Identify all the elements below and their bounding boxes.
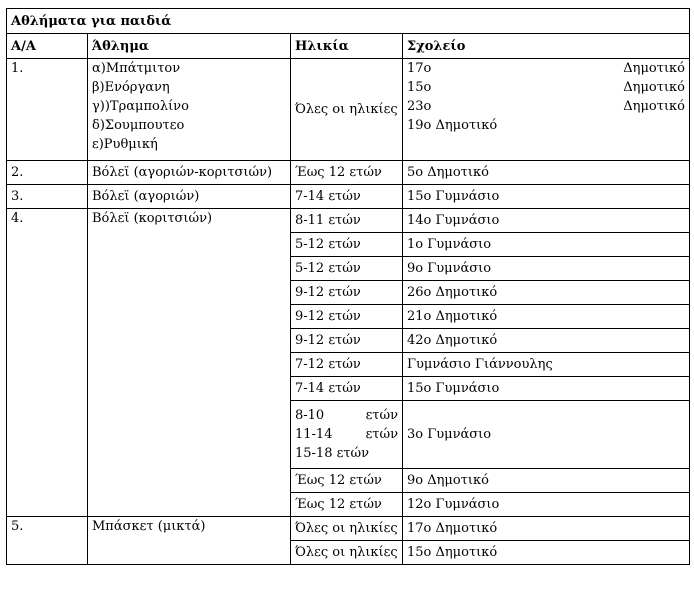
school-cell: 15ο Δημοτικό	[403, 541, 690, 565]
sport-cell: Βόλεϊ (αγοριών-κοριτσιών)	[88, 161, 291, 185]
sport-item: ε)Ρυθμική	[92, 137, 158, 152]
table-title: Αθλήματα για παιδιά	[7, 9, 690, 34]
age-cell: 7-14 ετών	[291, 185, 403, 209]
age-cell: 7-14 ετών	[291, 377, 403, 401]
table-row	[7, 161, 690, 185]
school-type: Δημοτικό	[623, 99, 685, 114]
school-cell: Γυμνάσιο Γιάννουλης	[403, 353, 690, 377]
school-number: 15ο	[407, 80, 432, 95]
sport-item: β)Ενόργανη	[92, 80, 170, 95]
school-list	[403, 59, 690, 161]
age-cell: 5-12 ετών	[291, 257, 403, 281]
age-cell: Όλες οι ηλικίες	[291, 517, 403, 541]
school-cell: 12ο Γυμνάσιο	[403, 493, 690, 517]
age-cell: 9-12 ετών	[291, 305, 403, 329]
row-number: 3.	[7, 185, 88, 209]
age-cell: 9-12 ετών	[291, 281, 403, 305]
school-line	[407, 78, 685, 97]
school-number: 23ο	[407, 99, 432, 114]
age-cell: Έως 12 ετών	[291, 161, 403, 185]
age-cell: Έως 12 ετών	[291, 469, 403, 493]
sport-cell: Βόλεϊ (αγοριών)	[88, 185, 291, 209]
school-type: Δημοτικό	[623, 61, 685, 76]
school-cell: 14ο Γυμνάσιο	[403, 209, 690, 233]
age-range: 11-14	[295, 427, 333, 442]
header-aa: Α/Α	[7, 34, 88, 59]
age-cell: Όλες οι ηλικίες	[291, 541, 403, 565]
school-cell: 15ο Γυμνάσιο	[403, 377, 690, 401]
row-number: 1.	[7, 59, 88, 161]
age-cell: 7-12 ετών	[291, 353, 403, 377]
sports-table	[6, 8, 690, 565]
age-cell: 9-12 ετών	[291, 329, 403, 353]
age-unit: ετών	[365, 408, 398, 423]
school-cell: 26ο Δημοτικό	[403, 281, 690, 305]
header-age: Ηλικία	[291, 34, 403, 59]
row-number: 5.	[7, 517, 88, 565]
school-cell: 15ο Γυμνάσιο	[403, 185, 690, 209]
school-cell: 9ο Γυμνάσιο	[403, 257, 690, 281]
school-cell: 17ο Δημοτικό	[403, 517, 690, 541]
table-row	[7, 185, 690, 209]
school-cell: 9ο Δημοτικό	[403, 469, 690, 493]
table-row	[7, 209, 690, 233]
age-cell: Έως 12 ετών	[291, 493, 403, 517]
age-line	[295, 406, 398, 425]
school-cell: 42ο Δημοτικό	[403, 329, 690, 353]
sport-cell: Βόλεϊ (κοριτσιών)	[88, 209, 291, 517]
sport-cell: Μπάσκετ (μικτά)	[88, 517, 291, 565]
header-row	[7, 34, 690, 59]
header-sport: Άθλημα	[88, 34, 291, 59]
row-number: 4.	[7, 209, 88, 517]
age-range: 8-10	[295, 408, 325, 423]
school-cell: 21ο Δημοτικό	[403, 305, 690, 329]
school-line	[407, 59, 685, 78]
school-number: 17ο	[407, 61, 432, 76]
sport-item: γ))Τραμπολίνο	[92, 99, 189, 114]
row-number: 2.	[7, 161, 88, 185]
school-line: 19ο Δημοτικό	[407, 118, 498, 133]
age-cell-multi	[291, 401, 403, 469]
school-cell: 1ο Γυμνάσιο	[403, 233, 690, 257]
sport-list	[88, 59, 291, 161]
school-cell: 3ο Γυμνάσιο	[403, 401, 690, 469]
table-row	[7, 517, 690, 541]
age-unit: ετών	[365, 427, 398, 442]
sport-item: δ)Σουμπουτεο	[92, 118, 185, 133]
age-line: 15-18 ετών	[295, 446, 370, 461]
age-cell: Όλες οι ηλικίες	[291, 59, 403, 161]
school-cell: 5ο Δημοτικό	[403, 161, 690, 185]
school-line	[407, 97, 685, 116]
header-school: Σχολείο	[403, 34, 690, 59]
age-cell: 8-11 ετών	[291, 209, 403, 233]
sport-item: α)Μπάτμιτον	[92, 61, 181, 76]
table-row	[7, 59, 690, 161]
table-title-row	[7, 9, 690, 34]
school-type: Δημοτικό	[623, 80, 685, 95]
age-line	[295, 425, 398, 444]
age-cell: 5-12 ετών	[291, 233, 403, 257]
